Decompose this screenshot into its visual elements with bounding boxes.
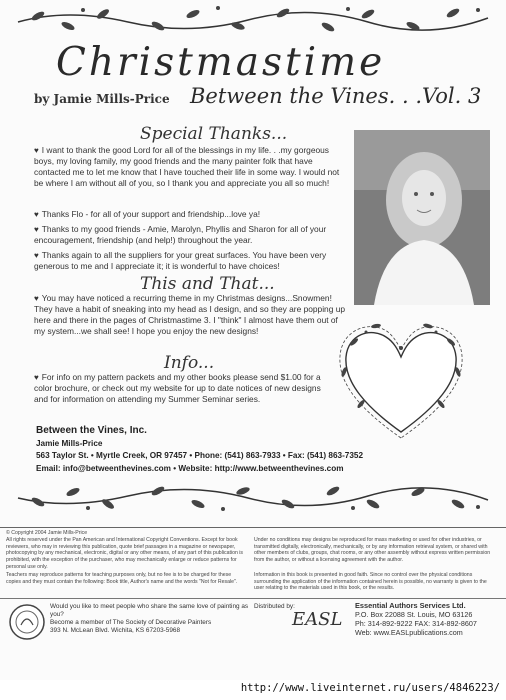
society-address: 393 N. McLean Blvd. Wichita, KS 67203-5968 bbox=[50, 627, 181, 634]
info-heading: Info... bbox=[164, 353, 215, 373]
distributor-web: Web: www.EASLpublications.com bbox=[355, 628, 463, 637]
vine-border-top bbox=[8, 2, 498, 36]
heart-icon: ♥ bbox=[34, 294, 39, 303]
this-and-that-heading: This and That... bbox=[140, 274, 275, 294]
volume-subtitle: Between the Vines. . .Vol. 3 bbox=[190, 84, 482, 108]
special-thanks-heading: Special Thanks... bbox=[140, 124, 288, 144]
easl-logo: EASL bbox=[292, 609, 343, 630]
distributor-phone: Ph: 314-892-9222 FAX: 314-892-8607 bbox=[355, 619, 477, 628]
author-byline: by Jamie Mills-Price bbox=[34, 92, 170, 106]
info-text: ♥ For info on my pattern packets and my other books please send $1.00 for a color brochure, or check out my website for up to date notices of new designs and for information on attending my Summer Seminar series. bbox=[34, 372, 321, 404]
contact-block bbox=[36, 425, 363, 475]
distributed-by-label: Distributed by: bbox=[254, 603, 295, 610]
copyright-line: © Copyright 2004 Jamie Mills-Price bbox=[6, 530, 88, 536]
thanks-item-4: ♥ Thanks again to all the suppliers for your great surfaces. You have been very generous to me and I appreciate it; it is wonderful to have choices! bbox=[34, 250, 327, 271]
author-photo bbox=[354, 130, 490, 305]
legal-left-text-2: Teachers may reproduce patterns for teaching purposes only, but no fee is to be charged for these copies and they must contain the following: Book title, Author's name and the words "Not for Resale". bbox=[6, 572, 238, 585]
legal-left-text: All rights reserved under the Pan American and International Copyright Conventions. Except for book reviewers, who may in reviewing this publication, quote brief passages in a magazine or newspaper, photocopying by any mechanical, electronic, digital or any other means, of any part of this publication is prohibited, with the exception of the purchaser, who may mechanically enlarge or reduce patterns for personal use only. bbox=[6, 537, 244, 570]
contact-name: Jamie Mills-Price bbox=[36, 438, 103, 448]
this-and-that-text: ♥ You may have noticed a recurring theme in my Christmas designs...Snowmen! They have a habit of sneaking into my head as I design, and so they are popping up here and there in the pages of Christmastime 3. I "think" I almost have them out of my system...we shall see! I hope you enjoy the new designs! bbox=[34, 293, 346, 336]
heart-icon: ♥ bbox=[34, 225, 39, 234]
heart-icon: ♥ bbox=[34, 373, 39, 382]
legal-right-text: Under no conditions may designs be reproduced for mass marketing or used for other industries, or transmitted digitally, electronically, mechanically, or by any information retrieval system, or shared with other members of clubs, groups, chat rooms, or any other assembly without express written permission from the author, or without a licensing agreement with the author. bbox=[254, 537, 491, 564]
bottom-strip bbox=[0, 598, 506, 663]
thanks-item-1: ♥ I want to thank the good Lord for all of the blessings in my life. . .my gorgeous boys, my loving family, my good friends and the many painter folk that have contacted me to let me know that I have touched their life in some way. I would not be where I am without all of you, so I thank you and appreciate you all so much! bbox=[34, 145, 340, 188]
heart-icon: ♥ bbox=[34, 210, 39, 219]
source-url-bar bbox=[0, 680, 506, 700]
portrait-image bbox=[354, 130, 490, 305]
society-member: Become a member of The Society of Decorative Painters bbox=[50, 619, 212, 626]
contact-address: 563 Taylor St. • Myrtle Creek, OR 97457 • Phone: (541) 863-7933 • Fax: (541) 863-7352 bbox=[36, 451, 364, 460]
thanks-item-3: ♥ Thanks to my good friends - Amie, Marolyn, Phyllis and Sharon for all of your encouragement, friendship (and help!) throughout the year. bbox=[34, 224, 327, 245]
society-invite: Would you like to meet people who share the same love of painting as you? bbox=[50, 603, 249, 618]
distributor-po: P.O. Box 22088 St. Louis, MO 63126 bbox=[355, 610, 473, 619]
heart-icon: ♥ bbox=[34, 146, 39, 155]
distributor-name: Essential Authors Services Ltd. bbox=[355, 601, 466, 610]
sdp-seal-logo bbox=[8, 603, 46, 641]
thanks-item-2: ♥ Thanks Flo - for all of your support and friendship...love ya! bbox=[34, 209, 261, 219]
vine-border-bottom bbox=[8, 480, 498, 514]
page-title: Christmastime bbox=[56, 40, 386, 85]
legal-right-text-2: Information in this book is presented in good faith. Since no control over the physical conditions surrounding the application of the information contained herein is possible, no warranty is given to the user relating to the materials used in this book, or the results. bbox=[254, 572, 487, 592]
company-name: Between the Vines, Inc. bbox=[36, 425, 147, 436]
contact-web: Email: info@betweenthevines.com • Website: http://www.betweenthevines.com bbox=[36, 463, 344, 473]
source-url[interactable]: http://www.liveinternet.ru/users/4846223/ bbox=[240, 682, 500, 694]
heart-icon: ♥ bbox=[34, 251, 39, 260]
